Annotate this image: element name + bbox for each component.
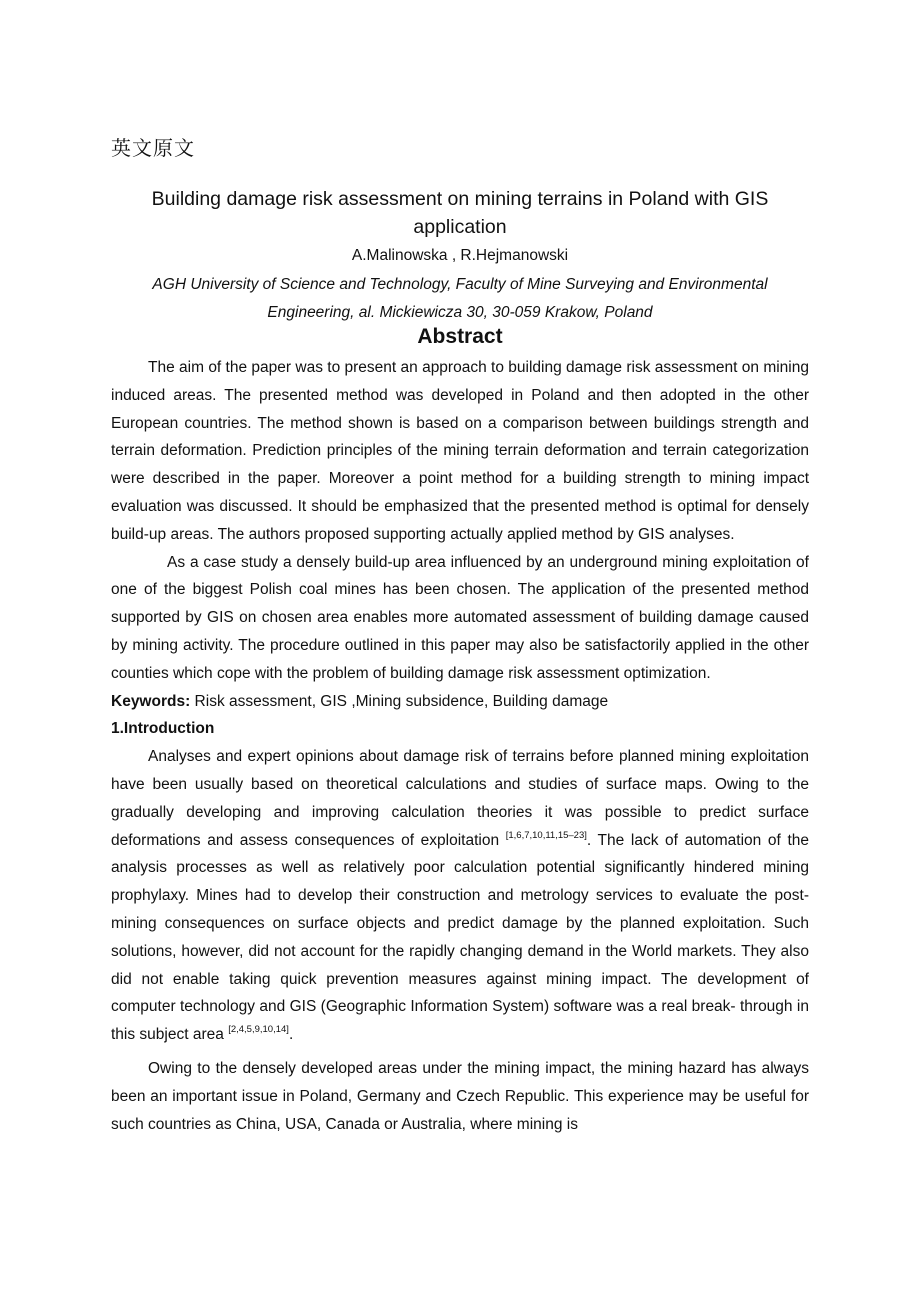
citation-marker: [2,4,5,9,10,14] xyxy=(228,1024,289,1036)
keywords-line xyxy=(111,688,809,716)
abstract-paragraph-2: As a case study a densely build-up area influenced by an underground mining exploitation of one of the biggest Polish coal mines has been chosen. The application of the presented method supported by GIS on chosen area enables more automated assessment of building damage caused by mining activity. The procedure outlined in this paper may also be satisfactorily applied in the other counties which cope with the problem of building damage risk assessment optimization. xyxy=(111,553,809,682)
body-text xyxy=(111,354,809,1138)
intro-p1-text-a: Analyses and expert opinions about damage risk of terrains before planned mining exploitation have been usually based on theoretical calculations and studies of surface maps. Owing to the gradually developing and improving calculation theories it was possible to predict surface deformations and assess consequences of exploitation xyxy=(111,748,809,849)
author-affiliation: AGH University of Science and Technology, Faculty of Mine Surveying and Environmental Engineering, al. Mickiewicza 30, 30-059 Krakow, Poland xyxy=(152,276,768,321)
abstract-paragraph-1: The aim of the paper was to present an approach to building damage risk assessment on mining induced areas. The presented method was developed in Poland and then adopted in the other European countries. The method shown is based on a comparison between buildings strength and terrain deformation. Prediction principles of the mining terrain deformation and terrain categorization were described in the paper. Moreover a point method for a building strength to mining impact evaluation was discussed. It should be emphasized that the presented method is optimal for densely build-up areas. The authors proposed supporting actually applied method by GIS analyses. xyxy=(111,359,809,543)
citation-marker: [1,6,7,10,11,15–23] xyxy=(505,829,587,841)
intro-p1-text-b: . The lack of automation of the analysis processes as well as relatively poor calculation potential significantly hindered mining prophylaxy. Mines had to develop their construction and metrology services to evaluate the post- mining consequences on surface objects and predict damage by the planned exploitation. Such solutions, however, did not account for the rapidly changing demand in the World markets. They also did not enable taking quick prevention measures against mining impact. The development of computer technology and GIS (Geographic Information System) software was a real break- through in this subject area xyxy=(111,831,809,1044)
abstract-heading: Abstract xyxy=(417,325,503,348)
introduction-heading: 1.Introduction xyxy=(111,720,215,738)
introduction-paragraph-2: Owing to the densely developed areas under the mining impact, the mining hazard has always been an important issue in Poland, Germany and Czech Republic. This experience may be useful for such countries as China, USA, Canada or Australia, where mining is xyxy=(111,1059,809,1133)
introduction-paragraph-1 xyxy=(111,743,809,1049)
keywords-text: Risk assessment, GIS ,Mining subsidence, Building damage xyxy=(190,692,609,710)
paper-title: Building damage risk assessment on mining terrains in Poland with GIS application xyxy=(151,188,769,238)
intro-p1-text-c: . xyxy=(288,1026,294,1044)
keywords-label: Keywords: xyxy=(111,692,191,710)
chinese-section-heading: 英文原文 xyxy=(111,136,195,160)
paper-authors: A.Malinowska , R.Hejmanowski xyxy=(351,247,569,264)
